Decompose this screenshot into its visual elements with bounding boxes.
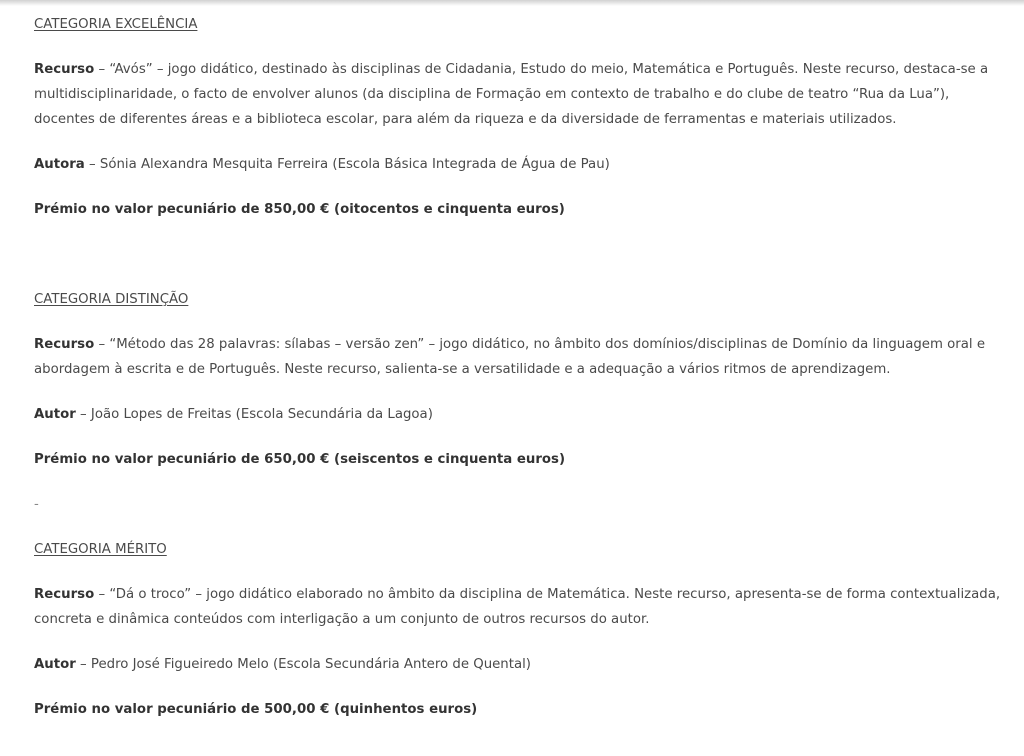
- resource-text: – “Dá o troco” – jogo didático elaborado no âmbito da disciplina de Matemática. Neste recurso, apresenta-se de forma contextualizada, concreta e dinâmica conteúdos com interligação a um conjunto de outros recursos do autor.: [34, 587, 1001, 627]
- category-title-merito: [34, 537, 1014, 562]
- prize-text: Prémio no valor pecuniário de 850,00 € (oitocentos e cinquenta euros): [34, 202, 565, 217]
- author-text: – Pedro José Figueiredo Melo (Escola Secundária Antero de Quental): [75, 657, 531, 672]
- author-label: Autor: [34, 407, 76, 422]
- category-title-excelencia: [34, 12, 1014, 37]
- prize-text: Prémio no valor pecuniário de 500,00 € (quinhentos euros): [34, 702, 478, 717]
- author-paragraph: [34, 402, 1014, 427]
- author-text: – João Lopes de Freitas (Escola Secundária da Lagoa): [75, 407, 433, 422]
- resource-label: Recurso: [34, 587, 95, 602]
- category-title-text: CATEGORIA DISTINÇÃO: [34, 292, 189, 307]
- prize-text: Prémio no valor pecuniário de 650,00 € (seiscentos e cinquenta euros): [34, 452, 566, 467]
- author-label: Autor: [34, 657, 76, 672]
- author-paragraph: [34, 152, 1014, 177]
- author-text: – Sónia Alexandra Mesquita Ferreira (Escola Básica Integrada de Água de Pau): [84, 157, 610, 172]
- category-title-text: CATEGORIA EXCELÊNCIA: [34, 17, 198, 32]
- separator-dash: -: [34, 497, 39, 512]
- resource-label: Recurso: [34, 62, 95, 77]
- resource-label: Recurso: [34, 337, 95, 352]
- resource-paragraph: [34, 57, 1014, 132]
- author-label: Autora: [34, 157, 85, 172]
- resource-paragraph: [34, 332, 1014, 382]
- article-body: [34, 12, 1014, 742]
- author-paragraph: [34, 652, 1014, 677]
- category-title-text: CATEGORIA MÉRITO: [34, 542, 167, 557]
- top-shadow: [0, 0, 1024, 6]
- resource-text: – “Avós” – jogo didático, destinado às disciplinas de Cidadania, Estudo do meio, Matemática e Português. Neste recurso, destaca-se a multidisciplinaridade, o facto de envolver alunos (da disciplina de Formação em contexto de trabalho e do clube de teatro “Rua da Lua”), docentes de diferentes áreas e a biblioteca escolar, para além da riqueza e da diversidade de ferramentas e materiais utilizados.: [34, 62, 989, 127]
- category-title-distincao: [34, 287, 1014, 312]
- resource-text: – “Método das 28 palavras: sílabas – versão zen” – jogo didático, no âmbito dos domínios/disciplinas de Domínio da linguagem oral e abordagem à escrita e de Português. Neste recurso, salienta-se a versatilidade e a adequação a vários ritmos de aprendizagem.: [34, 337, 985, 377]
- section-spacer: [34, 242, 1014, 287]
- resource-paragraph: [34, 582, 1014, 632]
